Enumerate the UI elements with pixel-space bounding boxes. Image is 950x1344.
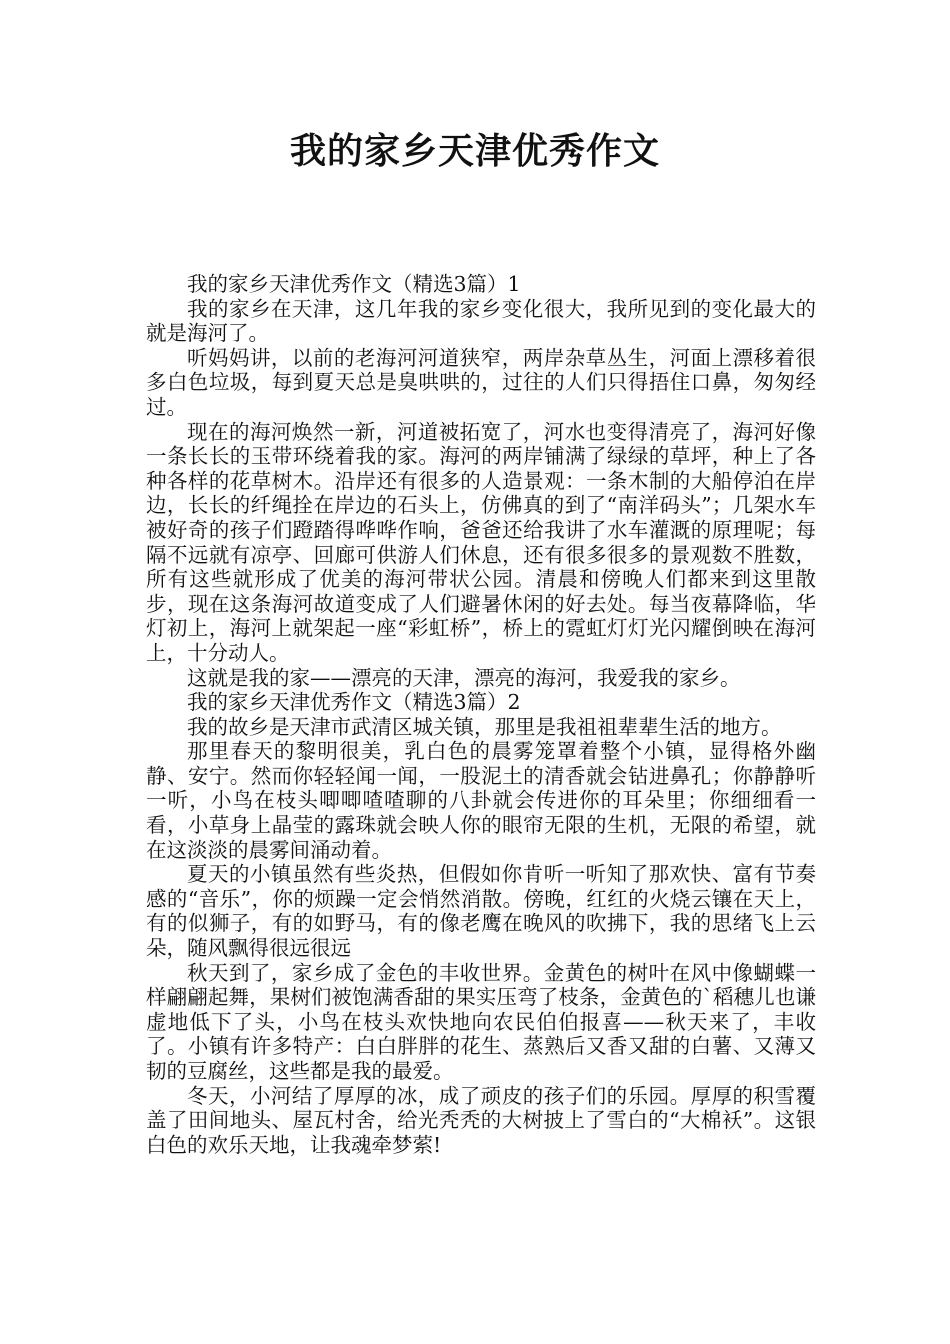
- document-body: [146, 272, 816, 1157]
- section-heading-1: 我的家乡天津优秀作文（精选3篇）1: [187, 272, 521, 296]
- paragraph: 我的故乡是天津市武清区城关镇，那里是我祖祖辈辈生活的地方。: [187, 714, 782, 739]
- paragraph: 那里春天的黎明很美，乳白色的晨雾笼罩着整个小镇，显得格外幽静、安宁。然而你轻轻闻一闻，一股泥土的清香就会钻进鼻孔；你静静听一听，小鸟在枝头唧唧喳喳聊的八卦就会传进你的耳朵里；你细细看一看，小草身上晶莹的露珠就会映人你的眼帘无限的生机，无限的希望，就在这淡淡的晨雾间涌动着。: [146, 739, 816, 862]
- paragraph: 冬天，小河结了厚厚的冰，成了顽皮的孩子们的乐园。厚厚的积雪覆盖了田间地头、屋瓦村舍，给光秃秃的大树披上了雪白的“大棉袄”。这银白色的欢乐天地，让我魂牵梦萦!: [146, 1083, 816, 1157]
- paragraph: 我的家乡在天津，这几年我的家乡变化很大，我所见到的变化最大的就是海河了。: [146, 296, 816, 346]
- paragraph: 听妈妈讲，以前的老海河河道狭窄，两岸杂草丛生，河面上漂移着很多白色垃圾，每到夏天总是臭哄哄的，过往的人们只得捂住口鼻，匆匆经过。: [146, 345, 816, 419]
- paragraph: 这就是我的家——漂亮的天津，漂亮的海河，我爱我的家乡。: [187, 665, 741, 690]
- paragraph: 夏天的小镇虽然有些炎热，但假如你肯听一听知了那欢快、富有节奏感的“音乐”，你的烦躁一定会悄然消散。傍晚，红红的火烧云镶在天上，有的似狮子，有的如野马，有的像老鹰在晚风的吹拂下，我的思绪飞上云朵，随风飘得很远很远: [146, 862, 816, 961]
- section-heading-2: 我的家乡天津优秀作文（精选3篇）2: [187, 690, 521, 715]
- paragraph: 秋天到了，家乡成了金色的丰收世界。金黄色的树叶在风中像蝴蝶一样翩翩起舞，果树们被饱满香甜的果实压弯了枝条，金黄色的`稻穗儿也谦虚地低下了头，小鸟在枝头欢快地向农民伯伯报喜——秋天来了，丰收了。小镇有许多特产：白白胖胖的花生、蒸熟后又香又甜的白薯、又薄又韧的豆腐丝，这些都是我的最爱。: [146, 960, 816, 1083]
- document-title: 我的家乡天津优秀作文: [289, 131, 660, 172]
- paragraph: 现在的海河焕然一新，河道被拓宽了，河水也变得清亮了，海河好像一条长长的玉带环绕着我的家。海河的两岸铺满了绿绿的草坪，种上了各种各样的花草树木。沿岸还有很多的人造景观：一条木制的大船停泊在岸边，长长的纤绳拴在岸边的石头上，仿佛真的到了“南洋码头”；几架水车被好奇的孩子们蹬踏得哗哗作响，爸爸还给我讲了水车灌溉的原理呢；每隔不远就有凉亭、回廊可供游人们休息，还有很多很多的景观数不胜数，所有这些就形成了优美的海河带状公园。清晨和傍晚人们都来到这里散步，现在这条海河故道变成了人们避暑休闲的好去处。每当夜幕降临，华灯初上，海河上就架起一座“彩虹桥”，桥上的霓虹灯灯光闪耀倒映在海河上，十分动人。: [146, 419, 816, 665]
